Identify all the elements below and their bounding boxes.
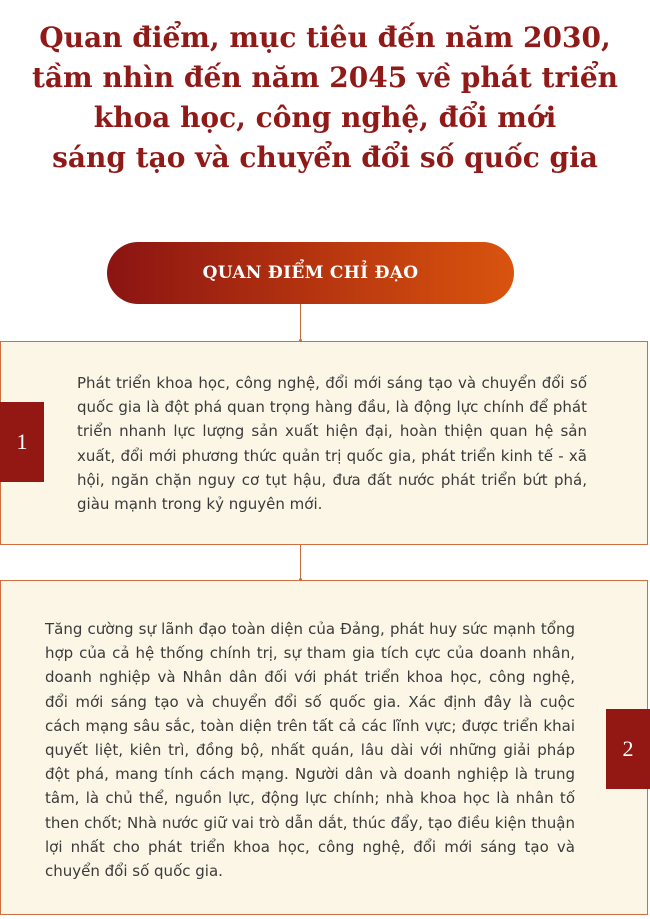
viewpoint-number-badge-1: [0, 402, 44, 482]
title-line-1: Quan điểm, mục tiêu đến năm 2030,: [39, 21, 611, 54]
title-line-2: tầm nhìn đến năm 2045 về phát triển: [31, 61, 619, 94]
viewpoint-number-2: 2: [622, 736, 634, 761]
viewpoint-text-1: Phát triển khoa học, công nghệ, đổi mới sáng tạo và chuyển đổi số quốc gia là đột phá quan trọng hàng đầu, là động lực chính để phát triển nhanh lực lượng sản xuất hiện đại, hoàn thiện quan hệ sản xuất, đổi mới phương thức quản trị quốc gia, phát triển kinh tế - xã hội, ngăn chặn nguy cơ tụt hậu, đưa đất nước phát triển bứt phá, giàu mạnh trong kỷ nguyên mới.: [77, 374, 587, 514]
viewpoint-text-2: Tăng cường sự lãnh đạo toàn diện của Đảng, phát huy sức mạnh tổng hợp của cả hệ thống chính trị, sự tham gia tích cực của doanh nhân, doanh nghiệp và Nhân dân đối với phát triển khoa học, công nghệ, đổi mới sáng tạo và chuyển đổi số quốc gia. Xác định đây là cuộc cách mạng sâu sắc, toàn diện trên tất cả các lĩnh vực; được triển khai quyết liệt, kiên trì, đồng bộ, nhất quán, lâu dài với những giải pháp đột phá, mang tính cách mạng. Người dân và doanh nghiệp là trung tâm, là chủ thể, nguồn lực, động lực chính; nhà khoa học là nhân tố then chốt; Nhà nước giữ vai trò dẫn dắt, thúc đẩy, tạo điều kiện thuận lợi nhất cho phát triển khoa học, công nghệ, đổi mới sáng tạo và chuyển đổi số quốc gia.: [45, 620, 575, 881]
connector-line-2: [300, 545, 301, 579]
title-line-4: sáng tạo và chuyển đổi số quốc gia: [52, 141, 598, 174]
viewpoint-number-badge-2: [606, 709, 650, 789]
page-title: [20, 18, 630, 178]
viewpoint-number-1: 1: [16, 429, 28, 454]
viewpoint-box-2: [0, 580, 648, 915]
section-label: QUAN ĐIỂM CHỈ ĐẠO: [202, 263, 419, 283]
section-header-pill: [107, 242, 514, 304]
title-line-3: khoa học, công nghệ, đổi mới: [93, 101, 557, 134]
viewpoint-box-1: [0, 341, 648, 545]
connector-line-1: [300, 304, 301, 340]
